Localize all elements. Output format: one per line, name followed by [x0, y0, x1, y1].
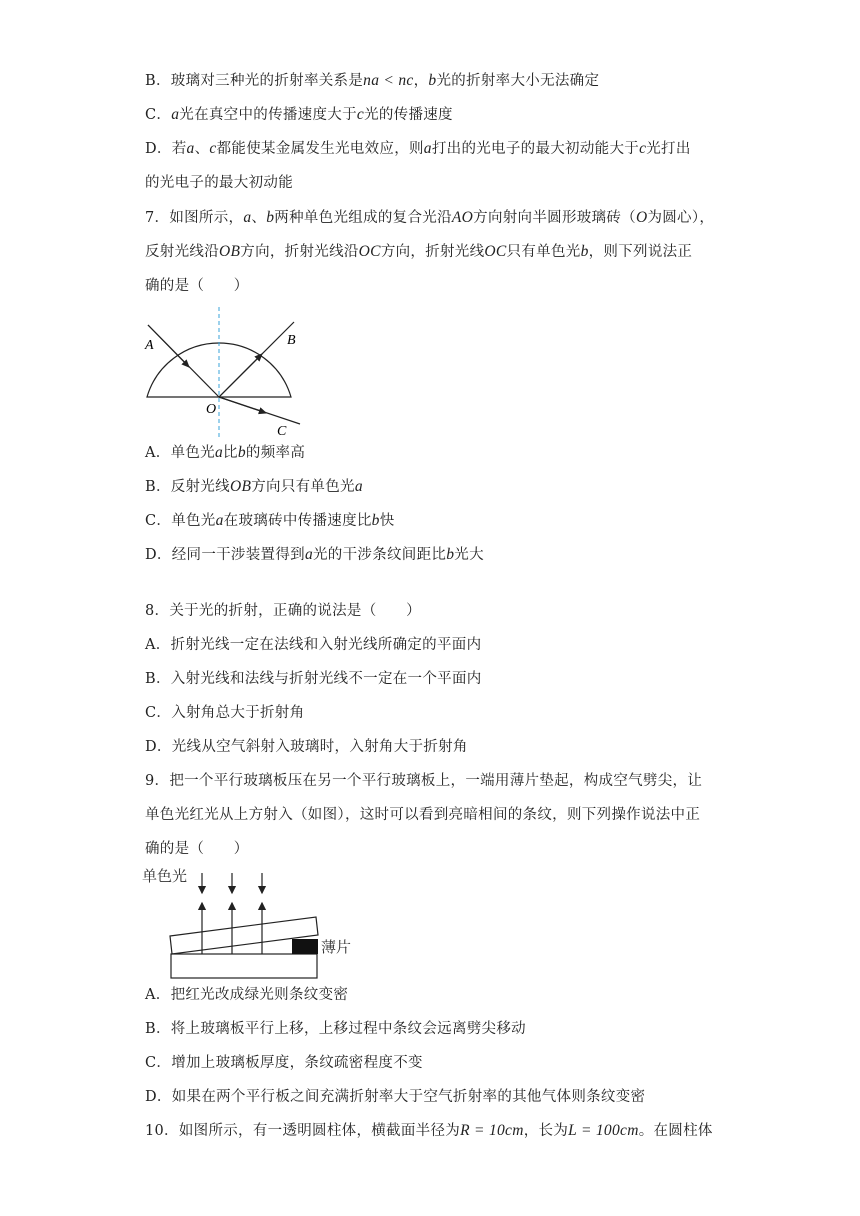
- q7-l1-ao: AO: [451, 209, 474, 226]
- q6-option-b-suffix: 光的折射率大小无法确定: [436, 73, 600, 89]
- q7-l2-p2: 方向，折射光线沿: [240, 244, 359, 260]
- q7-l2-p3: 方向，折射光线: [380, 244, 485, 260]
- q6-option-c-mid: 光在真空中的传播速度大于: [179, 107, 357, 123]
- label-b: B: [287, 333, 296, 348]
- q6-option-c-suffix: 光的传播速度: [364, 107, 453, 123]
- q9-option-a: A．把红光改成绿光则条纹变密: [145, 987, 349, 1003]
- q6-option-c-prefix: C．: [145, 107, 172, 123]
- q7-l1-sep: 、: [251, 210, 267, 226]
- q7-c-p3: 快: [379, 513, 395, 529]
- q7-a-a: a: [214, 444, 224, 461]
- q9-stem-line2: 单色光红光从上方射入（如图），这时可以看到亮暗相间的条纹，则下列操作说法中正: [145, 807, 701, 823]
- q7-l2-p4: 只有单色光: [506, 244, 581, 260]
- q7-c-a: a: [215, 512, 224, 529]
- q9-option-c: C．增加上玻璃板厚度，条纹疏密程度不变: [145, 1055, 423, 1071]
- q8-option-d: D．光线从空气斜射入玻璃时，入射角大于折射角: [145, 739, 468, 755]
- q6-option-b-sep: ，: [413, 73, 429, 89]
- q6-option-d-var4: c: [639, 140, 647, 157]
- q6-option-d-prefix: D．若: [145, 141, 187, 157]
- q7-l2-ob: OB: [219, 243, 241, 260]
- label-shim: 薄片: [321, 938, 352, 956]
- q9-option-d: D．如果在两个平行板之间充满折射率大于空气折射率的其他气体则条纹变密: [145, 1089, 646, 1105]
- q6-option-c-var2: c: [356, 106, 365, 123]
- q7-d-p1: D．经同一干涉装置得到: [145, 547, 305, 563]
- q6-option-b: [145, 71, 599, 91]
- q7-option-c: [145, 511, 395, 531]
- q6-option-d-sep: 、: [194, 141, 210, 157]
- q8-option-a: A．折射光线一定在法线和入射光线所确定的平面内: [145, 637, 482, 653]
- q7-l2-p1: 反射光线沿: [145, 244, 219, 260]
- q10-l: L = 100cm: [568, 1122, 639, 1139]
- q7-a-b: b: [237, 444, 246, 461]
- q8-stem: 8．关于光的折射，正确的说法是（ ）: [145, 603, 421, 619]
- q6-option-d-line2: 的光电子的最大初动能: [145, 175, 293, 191]
- q7-figure: [140, 305, 310, 440]
- q6-option-b-var: b: [428, 72, 437, 89]
- q7-b-a: a: [354, 478, 363, 495]
- q9-stem-line3: 确的是（ ）: [145, 841, 249, 857]
- q8-option-b: B．入射光线和法线与折射光线不一定在一个平面内: [145, 671, 482, 687]
- q6-option-d-suffix: 光打出: [646, 141, 691, 157]
- q9-figure: [140, 863, 370, 981]
- q7-l1-p2: 两种单色光组成的复合光沿: [274, 210, 452, 226]
- light-rays: [202, 873, 262, 954]
- q7-l1-b: b: [266, 209, 275, 226]
- q6-option-d-var2: c: [209, 140, 217, 157]
- q10-p2: ，长为: [523, 1123, 569, 1139]
- q7-l1-p3: 方向射向半圆形玻璃砖（: [473, 210, 636, 226]
- q7-stem-line1: [145, 208, 714, 228]
- q7-b-p2: 方向只有单色光: [251, 479, 355, 495]
- q7-l2-oc: OC: [358, 243, 381, 260]
- q6-option-d-var1: a: [186, 140, 195, 157]
- q7-option-b: [145, 477, 363, 497]
- q7-stem-line2: [145, 242, 692, 262]
- q7-stem-line3: 确的是（ ）: [145, 278, 249, 294]
- q7-l1-p4: 为圆心），: [647, 210, 715, 226]
- q7-l2-oc2: OC: [484, 243, 507, 260]
- q6-option-d-mid: 都能使某金属发生光电效应，则: [216, 141, 424, 157]
- q7-a-p1: A．单色光: [145, 445, 215, 461]
- q6-option-d-mid2: 打出的光电子的最大初动能大于: [431, 141, 640, 157]
- q10-r: R = 10cm: [460, 1122, 524, 1139]
- q9-option-b: B．将上玻璃板平行上移，上移过程中条纹会远离劈尖移动: [145, 1021, 526, 1037]
- q7-c-p2: 在玻璃砖中传播速度比: [223, 513, 372, 529]
- label-monochromatic-light: 单色光: [142, 867, 188, 885]
- q7-d-p3: 光大: [454, 547, 484, 563]
- q7-b-p1: B．反射光线: [145, 479, 230, 495]
- q7-l1-p1: 7．如图所示，: [145, 210, 244, 226]
- q7-option-a: [145, 443, 305, 463]
- label-a: A: [145, 338, 154, 353]
- q6-option-d-line1: [145, 139, 691, 159]
- label-o: O: [206, 402, 217, 417]
- q6-option-c-var1: a: [171, 106, 180, 123]
- q7-l1-a: a: [243, 209, 252, 226]
- q7-a-p3: 的频率高: [245, 445, 306, 461]
- q6-option-d-var3: a: [423, 140, 432, 157]
- q6-option-b-math: na < nc: [363, 72, 414, 89]
- q7-d-a: a: [304, 546, 313, 563]
- q7-l2-b: b: [580, 243, 589, 260]
- q9-stem-line1: 9．把一个平行玻璃板压在另一个平行玻璃板上，一端用薄片垫起，构成空气劈尖，让: [145, 773, 703, 789]
- q7-d-b: b: [446, 546, 455, 563]
- q6-option-b-text: B．玻璃对三种光的折射率关系是: [145, 73, 364, 89]
- q10-p3: 。在圆柱体: [638, 1123, 713, 1139]
- q7-option-d: [145, 545, 484, 565]
- q7-c-p1: C．单色光: [145, 513, 216, 529]
- label-c: C: [277, 424, 287, 439]
- q7-b-ob: OB: [229, 478, 252, 495]
- shim-block: [292, 939, 318, 954]
- bottom-glass-plate: [171, 954, 317, 978]
- q10-stem: [145, 1121, 713, 1141]
- q7-a-p2: 比: [223, 445, 238, 461]
- q7-c-b: b: [371, 512, 380, 529]
- q7-l1-o: O: [635, 209, 648, 226]
- q6-option-c: [145, 105, 453, 125]
- q8-option-c: C．入射角总大于折射角: [145, 705, 305, 721]
- q10-p1: 10．如图所示，有一透明圆柱体，横截面半径为: [145, 1123, 461, 1139]
- q7-l2-p5: ，则下列说法正: [588, 244, 693, 260]
- q7-d-p2: 光的干涉条纹间距比: [313, 547, 447, 563]
